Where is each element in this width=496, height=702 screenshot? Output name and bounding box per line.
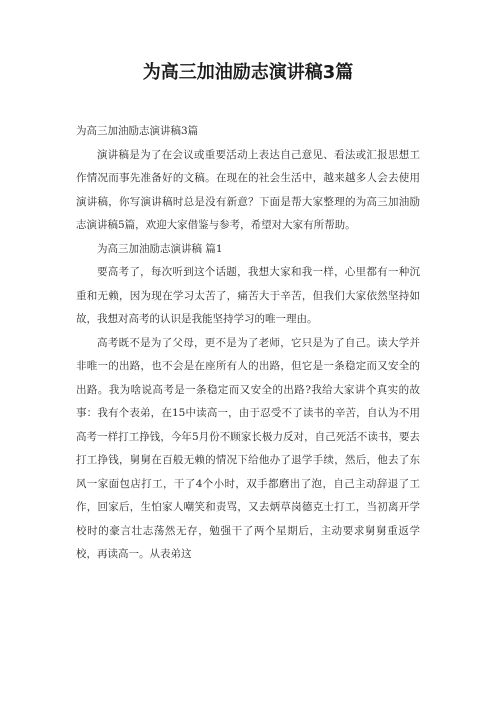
- intro-paragraph: 演讲稿是为了在会议或重要活动上表达自己意见、看法或汇报思想工作情况而事先准备好的文稿。在现在的社会生活中，越来越多人会去使用演讲稿，你写演讲稿时总是没有新意？下面是帮大家整理的为高三加油励志演讲稿5篇，欢迎大家借鉴与参考，希望对大家有所帮助。: [76, 148, 420, 231]
- body-paragraph: 高考既不是为了父母，更不是为了老师，它只是为了自己。读大学并非唯一的出路，也不会是在座所有人的出路，但它是一条稳定而又安全的出路。我为啥说高考是一条稳定而又安全的出路?我给大家讲个真实的故事：我有个表弟，在15中读高一，由于忍受不了读书的辛苦，自认为不用高考一样打工挣钱，今年5月份不顾家长极力反对，自己死活不读书，要去打工挣钱，舅舅在百般无赖的情况下给他办了退学手续，然后，他去了东风一家面包店打工，干了4个小时，双手都磨出了泡，自己主动辞退了工作，回家后，生怕家人嘲笑和责骂，又去炳草岗德克士打工，当初离开学校时的豪言壮志荡然无存，勉强干了两个星期后，主动要求舅舅重返学校，再读高一。从表弟这: [76, 336, 420, 560]
- body-paragraph: 要高考了，每次听到这个话题，我想大家和我一样，心里都有一种沉重和无赖，因为现在学习太苦了，痛苦大于辛苦，但我们大家依然坚持如故，我想对高考的认识是我能坚持学习的唯一理由。: [76, 266, 420, 325]
- document-subtitle: 为高三加油励志演讲稿3篇: [76, 125, 199, 137]
- document-body: [76, 120, 420, 567]
- section-heading: 为高三加油励志演讲稿 篇1: [97, 242, 223, 255]
- document-title: 为高三加油励志演讲稿3篇: [142, 62, 354, 83]
